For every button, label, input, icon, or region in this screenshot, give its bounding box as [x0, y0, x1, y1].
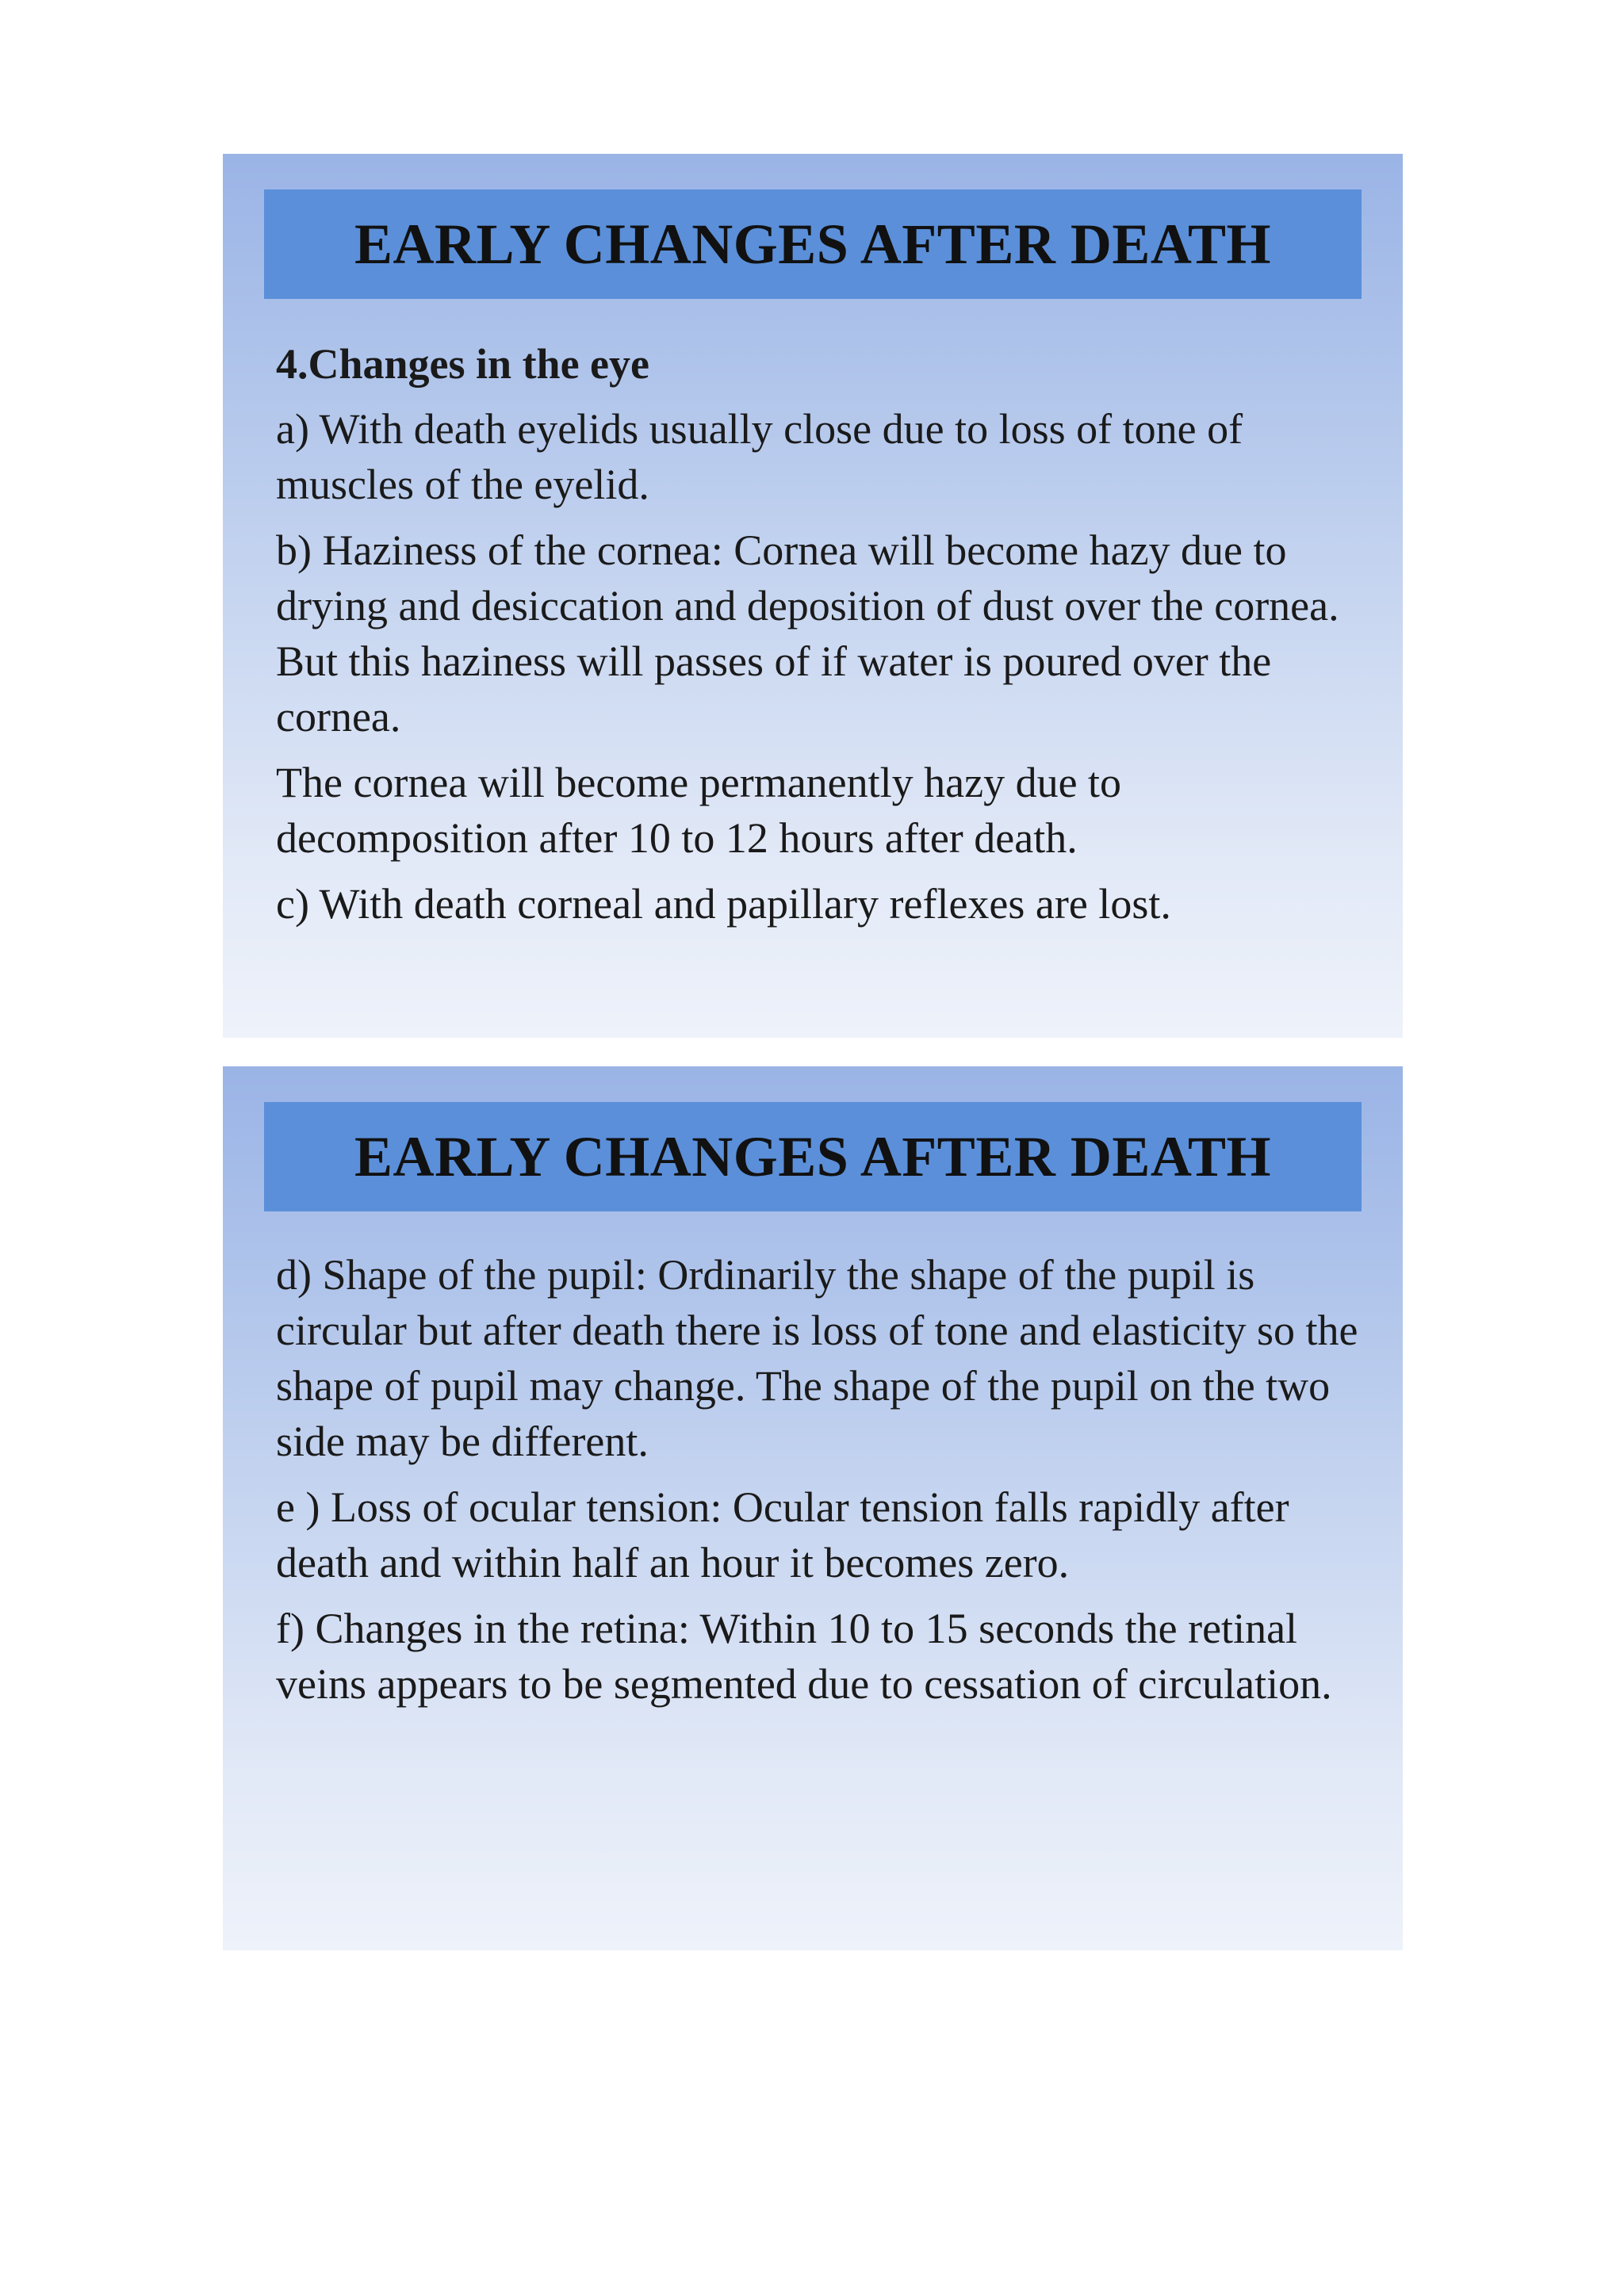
paragraph-eyelids: a) With death eyelids usually close due to loss of tone of muscles of the eyelid.: [276, 405, 1243, 508]
paragraph-reflexes: c) With death corneal and papillary reflexes are lost.: [276, 880, 1171, 928]
paragraph-ocular-tension: e ) Loss of ocular tension: Ocular tension falls rapidly after death and within half an hour it becomes zero.: [276, 1483, 1289, 1586]
slide-1: [223, 154, 1403, 1038]
slide-title-bar: [264, 189, 1362, 299]
paragraph-pupil-shape: d) Shape of the pupil: Ordinarily the shape of the pupil is circular but after death there is loss of tone and elasticity so the shape of pupil may change. The shape of the pupil on the two side may be different.: [276, 1251, 1358, 1465]
paragraph-permanent-haziness: The cornea will become permanently hazy due to decomposition after 10 to 12 hours after death.: [276, 759, 1122, 862]
paragraph-cornea-haziness: b) Haziness of the cornea: Cornea will become hazy due to drying and desiccation and deposition of dust over the cornea. But this haziness will passes of if water is poured over the cornea.: [276, 526, 1339, 740]
slide-title: EARLY CHANGES AFTER DEATH: [354, 212, 1272, 276]
paragraph-retina: f) Changes in the retina: Within 10 to 15 seconds the retinal veins appears to be segmented due to cessation of circulation.: [276, 1605, 1332, 1708]
slide-body: [276, 1247, 1370, 1722]
slide-title-bar: [264, 1102, 1362, 1211]
slide-title: EARLY CHANGES AFTER DEATH: [354, 1124, 1272, 1188]
section-subheading: 4.Changes in the eye: [276, 340, 649, 388]
slide-2: [223, 1066, 1403, 1950]
slide-body: [276, 336, 1370, 942]
